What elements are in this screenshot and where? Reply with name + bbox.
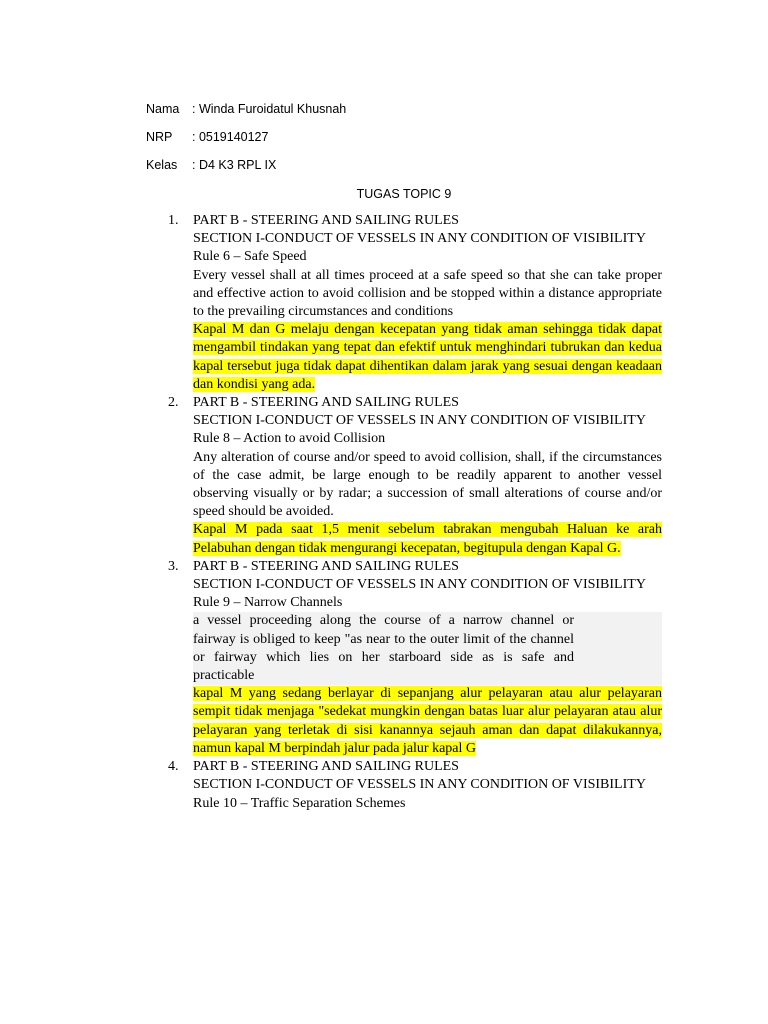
item-number: 4.: [168, 759, 179, 775]
part-heading: PART B - STEERING AND SAILING RULES: [193, 759, 459, 775]
nrp-label: NRP: [146, 130, 173, 144]
rule-analysis-indonesian: kapal M yang sedang berlayar di sepanjang alur pelayaran atau alur pelayaran sempit tidak menjaga "sedekat mungkin dengan batas luar alur pelayaran atau alur pelayaran yang terletak di sisi kanannya sejauh aman dan dapat dilakukannya, namun kapal M berpindah jalur pada jalur kapal G: [193, 686, 662, 756]
part-heading: PART B - STEERING AND SAILING RULES: [193, 395, 459, 411]
list-item: [168, 558, 662, 758]
list-item: [168, 758, 662, 813]
rule-title: Rule 10 – Traffic Separation Schemes: [193, 795, 406, 811]
document-title: [0, 187, 768, 201]
part-heading: PART B - STEERING AND SAILING RULES: [193, 558, 459, 574]
class-label: Kelas: [146, 158, 178, 172]
list-item: [168, 394, 662, 558]
rule-title: Rule 8 – Action to avoid Collision: [193, 431, 386, 447]
rules-list: [168, 212, 662, 813]
rule-text-english: Any alteration of course and/or speed to avoid collision, shall, if the circumstances of the case admit, be large enough to be readily apparent to another vessel observing visually or by radar; a succession of small alterations of course and/or speed should be avoided.: [193, 449, 662, 520]
rule-analysis-indonesian: Kapal M pada saat 1,5 menit sebelum tabrakan mengubah Haluan ke arah Pelabuhan dengan tidak mengurangi kecepatan, begitupula dengan Kapal G.: [193, 522, 662, 556]
rule-title: Rule 9 – Narrow Channels: [193, 595, 343, 611]
section-heading: SECTION I-CONDUCT OF VESSELS IN ANY CONDITION OF VISIBILITY: [193, 577, 646, 593]
name-value: : Winda Furoidatul Khusnah: [192, 102, 347, 116]
nrp-value: : 0519140127: [192, 130, 269, 144]
part-heading: PART B - STEERING AND SAILING RULES: [193, 213, 459, 228]
class-value: : D4 K3 RPL IX: [192, 158, 277, 172]
rule-analysis-indonesian: Kapal M dan G melaju dengan kecepatan yang tidak aman sehingga tidak dapat mengambil tindakan yang tepat dan efektif untuk menghindari tubrukan dan kedua kapal tersebut juga tidak dapat dihentikan dalam jarak yang sesuai dengan keadaan dan kondisi yang ada.: [193, 322, 662, 392]
section-heading: SECTION I-CONDUCT OF VESSELS IN ANY CONDITION OF VISIBILITY: [193, 413, 646, 429]
document-title-text: TUGAS TOPIC 9: [356, 187, 452, 201]
rule-text-english: Every vessel shall at all times proceed at a safe speed so that she can take proper and effective action to avoid collision and be stopped within a distance appropriate to the prevailing circumstances and conditions: [193, 267, 662, 320]
section-heading: SECTION I-CONDUCT OF VESSELS IN ANY CONDITION OF VISIBILITY: [193, 231, 646, 247]
item-number: 1.: [168, 213, 179, 228]
item-number: 3.: [168, 558, 179, 574]
name-label: Nama: [146, 102, 180, 116]
item-number: 2.: [168, 395, 179, 411]
list-item: [168, 212, 662, 394]
section-heading: SECTION I-CONDUCT OF VESSELS IN ANY CONDITION OF VISIBILITY: [193, 777, 646, 793]
rule-text-english: a vessel proceeding along the course of a narrow channel or fairway is obliged to keep "as near to the outer limit of the channel or fairway which lies on her starboard side as is safe and practicable: [193, 612, 662, 685]
rule-title: Rule 6 – Safe Speed: [193, 249, 307, 265]
